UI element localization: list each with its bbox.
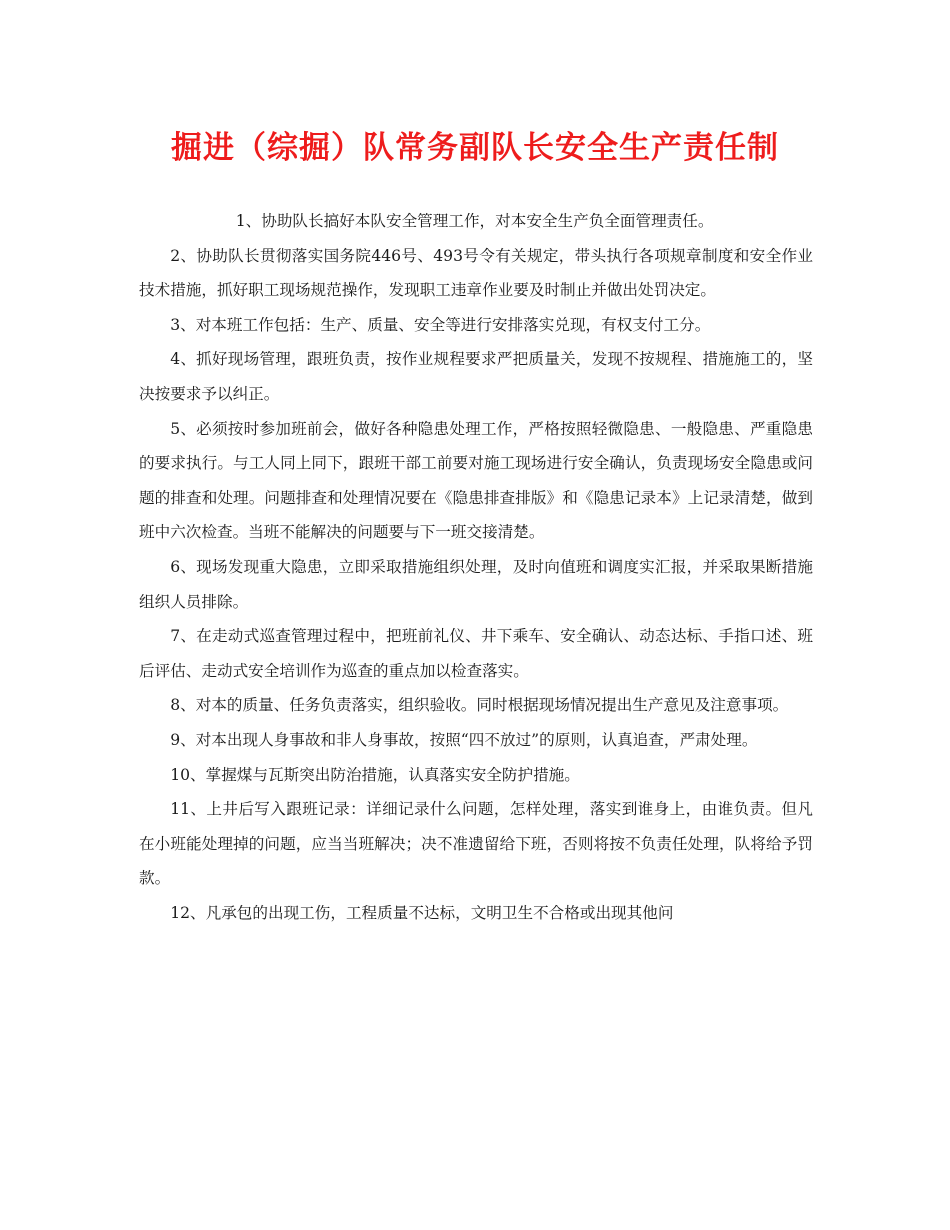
paragraph-3: 3、对本班工作包括：生产、质量、安全等进行安排落实兑现，有权支付工分。 bbox=[170, 315, 711, 334]
paragraph-11: 11、上井后写入跟班记录：详细记录什么问题，怎样处理，落实到谁身上，由谁负责。但凡在小班能处理掉的问题，应当当班解决；决不准遗留给下班，否则将按不负责任处理，队将给予罚款。 bbox=[139, 800, 813, 888]
paragraph-6: 6、现场发现重大隐患，立即采取措施组织处理，及时向值班和调度实汇报，并采取果断措施组织人员排除。 bbox=[139, 557, 813, 611]
paragraph-7: 7、在走动式巡查管理过程中，把班前礼仪、井下乘车、安全确认、动态达标、手指口述、班后评估、走动式安全培训作为巡查的重点加以检查落实。 bbox=[139, 627, 813, 680]
paragraph-12: 12、凡承包的出现工伤，工程质量不达标，文明卫生不合格或出现其他问 bbox=[170, 903, 674, 922]
paragraph-5: 5、必须按时参加班前会，做好各种隐患处理工作，严格按照轻微隐患、一般隐患、严重隐患的要求执行。与工人同上同下，跟班干部工前要对施工现场进行安全确认，负责现场安全隐患或问题的排查和处理。问题排查和处理情况要在《隐患排查排版》和《隐患记录本》上记录清楚，做到班中六次检查。当班不能解决的问题要与下一班交接清楚。 bbox=[139, 419, 813, 542]
paragraph-2: 2、协助队长贯彻落实国务院446号、493号令有关规定，带头执行各项规章制度和安全作业技术措施，抓好职工现场规范操作，发现职工违章作业要及时制止并做出处罚决定。 bbox=[139, 246, 813, 300]
paragraph-9: 9、对本出现人身事故和非人身事故，按照“四不放过”的原则，认真追查，严肃处理。 bbox=[170, 730, 758, 749]
paragraph-4: 4、抓好现场管理，跟班负责，按作业规程要求严把质量关，发现不按规程、措施施工的，坚决按要求予以纠正。 bbox=[139, 350, 813, 403]
paragraph-8: 8、对本的质量、任务负责落实，组织验收。同时根据现场情况提出生产意见及注意事项。 bbox=[170, 696, 789, 715]
document-body bbox=[139, 204, 813, 930]
paragraph-10: 10、掌握煤与瓦斯突出防治措施，认真落实安全防护措施。 bbox=[170, 765, 580, 784]
paragraph-1: 1、协助队长搞好本队安全管理工作，对本安全生产负全面管理责任。 bbox=[235, 212, 714, 230]
document-title: 掘进（综掘）队常务副队长安全生产责任制 bbox=[171, 130, 779, 166]
